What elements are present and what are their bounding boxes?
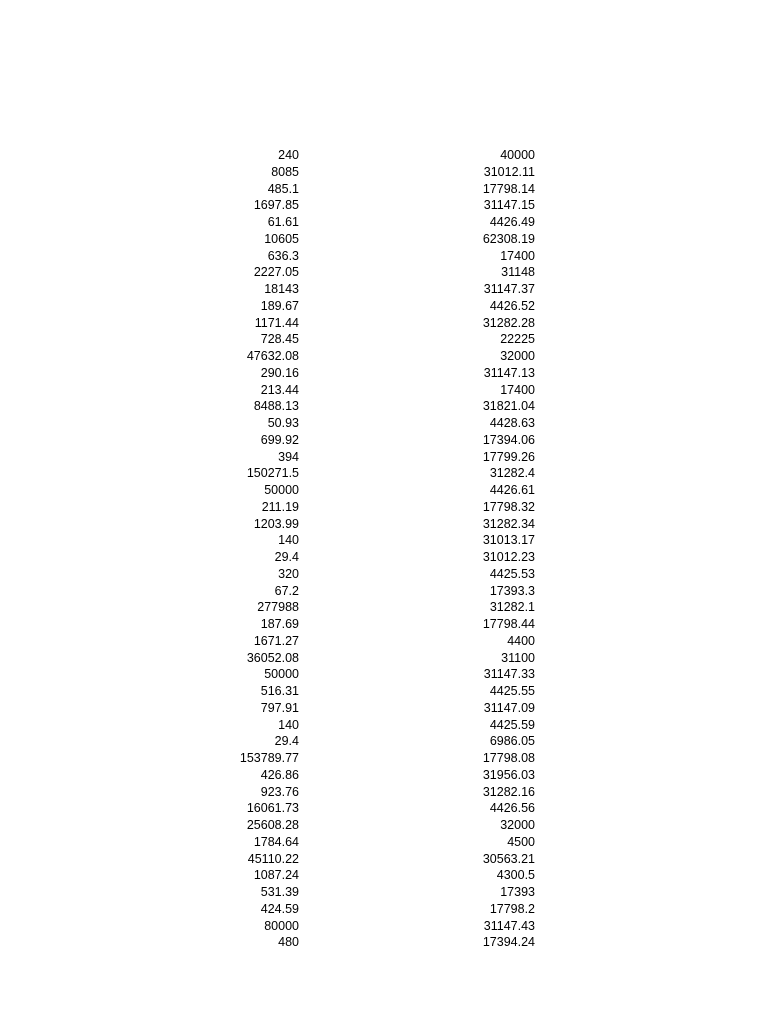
cell-col-b: 4425.53	[489, 566, 535, 581]
table-row	[0, 298, 768, 315]
table-row	[0, 214, 768, 231]
table-row	[0, 750, 768, 767]
table-row	[0, 700, 768, 717]
cell-col-b: 32000	[500, 349, 535, 363]
cell-col-a: 140	[278, 533, 299, 548]
table-row	[0, 834, 768, 851]
cell-col-b: 31013.17	[482, 533, 535, 548]
data-table	[0, 147, 768, 951]
table-row	[0, 733, 768, 750]
cell-col-a: 728.45	[260, 332, 299, 347]
cell-col-b: 4426.52	[489, 298, 535, 313]
table-row	[0, 650, 768, 667]
table-row	[0, 549, 768, 566]
cell-col-a: 531.39	[260, 885, 299, 899]
cell-col-b: 4400	[507, 633, 535, 648]
table-row	[0, 583, 768, 600]
cell-col-b: 4425.55	[489, 684, 535, 698]
cell-col-b: 31147.37	[483, 282, 535, 296]
cell-col-a: 699.92	[260, 432, 299, 447]
cell-col-a: 50000	[264, 483, 299, 497]
cell-col-a: 150271.5	[246, 466, 299, 481]
cell-col-a: 320	[278, 566, 299, 581]
table-row	[0, 482, 768, 499]
cell-col-a: 1171.44	[254, 315, 299, 330]
table-row	[0, 281, 768, 298]
cell-col-a: 36052.08	[246, 650, 299, 665]
cell-col-a: 213.44	[260, 382, 299, 397]
table-row	[0, 599, 768, 616]
table-row	[0, 181, 768, 198]
cell-col-a: 67.2	[274, 583, 299, 598]
cell-col-a: 516.31	[260, 684, 299, 698]
table-row	[0, 717, 768, 734]
cell-col-a: 277988	[257, 600, 299, 615]
cell-col-a: 1087.24	[253, 868, 299, 883]
table-row	[0, 566, 768, 583]
cell-col-b: 32000	[500, 818, 535, 832]
table-row	[0, 633, 768, 650]
table-row	[0, 666, 768, 683]
table-row	[0, 616, 768, 633]
cell-col-a: 18143	[264, 282, 299, 296]
cell-col-b: 17400	[500, 382, 535, 397]
table-row	[0, 784, 768, 801]
table-row	[0, 164, 768, 181]
cell-col-b: 31282.16	[482, 784, 535, 799]
table-row	[0, 884, 768, 901]
table-row	[0, 248, 768, 265]
cell-col-b: 31147.13	[483, 365, 535, 380]
cell-col-b: 4426.49	[489, 215, 535, 229]
cell-col-a: 424.59	[260, 901, 299, 916]
cell-col-b: 17393	[500, 885, 535, 899]
table-row	[0, 264, 768, 281]
cell-col-a: 29.4	[274, 734, 299, 749]
cell-col-b: 31147.43	[483, 918, 535, 933]
table-row	[0, 465, 768, 482]
cell-col-a: 80000	[264, 918, 299, 933]
cell-col-b: 31100	[501, 650, 535, 665]
cell-col-b: 4425.59	[489, 717, 535, 732]
cell-col-b: 17798.08	[482, 751, 535, 765]
cell-col-b: 31148	[501, 265, 535, 280]
cell-col-a: 1671.27	[253, 633, 299, 648]
table-row	[0, 934, 768, 951]
table-row	[0, 901, 768, 918]
table-row	[0, 851, 768, 868]
cell-col-b: 31012.11	[483, 164, 535, 179]
cell-col-a: 2227.05	[253, 265, 299, 280]
table-row	[0, 331, 768, 348]
cell-col-a: 8085	[271, 164, 299, 179]
cell-col-b: 31147.33	[483, 667, 535, 682]
cell-col-a: 240	[278, 148, 299, 162]
cell-col-a: 45110.22	[247, 851, 299, 866]
table-row	[0, 432, 768, 449]
table-row	[0, 449, 768, 466]
cell-col-a: 290.16	[260, 365, 299, 380]
cell-col-b: 31956.03	[482, 767, 535, 782]
table-row	[0, 315, 768, 332]
cell-col-a: 50.93	[267, 416, 299, 430]
cell-col-a: 187.69	[260, 617, 299, 631]
cell-col-a: 61.61	[267, 215, 299, 229]
cell-col-a: 923.76	[260, 784, 299, 799]
cell-col-b: 17798.2	[489, 901, 535, 916]
cell-col-b: 4300.5	[496, 868, 535, 883]
cell-col-b: 4426.56	[489, 801, 535, 816]
table-row	[0, 767, 768, 784]
table-row	[0, 415, 768, 432]
cell-col-b: 17393.3	[489, 583, 535, 598]
cell-col-b: 31282.1	[489, 600, 535, 615]
table-row	[0, 683, 768, 700]
table-row	[0, 398, 768, 415]
cell-col-a: 25608.28	[246, 818, 299, 832]
cell-col-b: 17394.24	[482, 935, 535, 950]
cell-col-a: 8488.13	[253, 399, 299, 414]
cell-col-a: 29.4	[274, 550, 299, 564]
cell-col-a: 426.86	[260, 767, 299, 782]
cell-col-b: 31147.15	[483, 198, 535, 213]
cell-col-a: 797.91	[260, 700, 299, 715]
cell-col-b: 31282.34	[482, 516, 535, 531]
cell-col-a: 1697.85	[253, 198, 299, 213]
cell-col-a: 480	[278, 935, 299, 950]
table-row	[0, 867, 768, 884]
table-row	[0, 147, 768, 164]
cell-col-b: 31147.09	[483, 700, 535, 715]
table-row	[0, 197, 768, 214]
cell-col-a: 47632.08	[246, 349, 299, 363]
cell-col-a: 636.3	[267, 248, 299, 263]
table-row	[0, 231, 768, 248]
table-row	[0, 817, 768, 834]
table-row	[0, 382, 768, 399]
cell-col-a: 10605	[264, 231, 299, 246]
cell-col-a: 1784.64	[253, 834, 299, 849]
cell-col-b: 31821.04	[482, 399, 535, 414]
cell-col-a: 189.67	[260, 298, 299, 313]
cell-col-a: 1203.99	[253, 516, 299, 531]
cell-col-a: 16061.73	[246, 801, 299, 816]
cell-col-a: 50000	[264, 667, 299, 682]
table-row	[0, 918, 768, 935]
cell-col-b: 62308.19	[482, 231, 535, 246]
table-row	[0, 800, 768, 817]
cell-col-b: 4428.63	[489, 416, 535, 430]
table-row	[0, 365, 768, 382]
cell-col-a: 211.19	[261, 499, 299, 514]
cell-col-b: 30563.21	[482, 851, 535, 866]
cell-col-a: 394	[278, 449, 299, 464]
cell-col-b: 22225	[500, 332, 535, 347]
cell-col-a: 153789.77	[239, 751, 299, 765]
cell-col-b: 4426.61	[489, 483, 535, 497]
cell-col-b: 31282.28	[482, 315, 535, 330]
table-row	[0, 532, 768, 549]
cell-col-b: 40000	[500, 148, 535, 162]
cell-col-b: 17798.32	[482, 499, 535, 514]
table-row	[0, 516, 768, 533]
cell-col-b: 17400	[500, 248, 535, 263]
cell-col-a: 140	[278, 717, 299, 732]
cell-col-b: 17799.26	[482, 449, 535, 464]
table-row	[0, 499, 768, 516]
table-row	[0, 348, 768, 365]
cell-col-b: 17394.06	[482, 432, 535, 447]
cell-col-b: 17798.44	[482, 617, 535, 631]
cell-col-b: 17798.14	[482, 181, 535, 196]
cell-col-b: 31012.23	[482, 550, 535, 564]
cell-col-a: 485.1	[267, 181, 299, 196]
cell-col-b: 6986.05	[489, 734, 535, 749]
cell-col-b: 4500	[507, 834, 535, 849]
cell-col-b: 31282.4	[489, 466, 535, 481]
